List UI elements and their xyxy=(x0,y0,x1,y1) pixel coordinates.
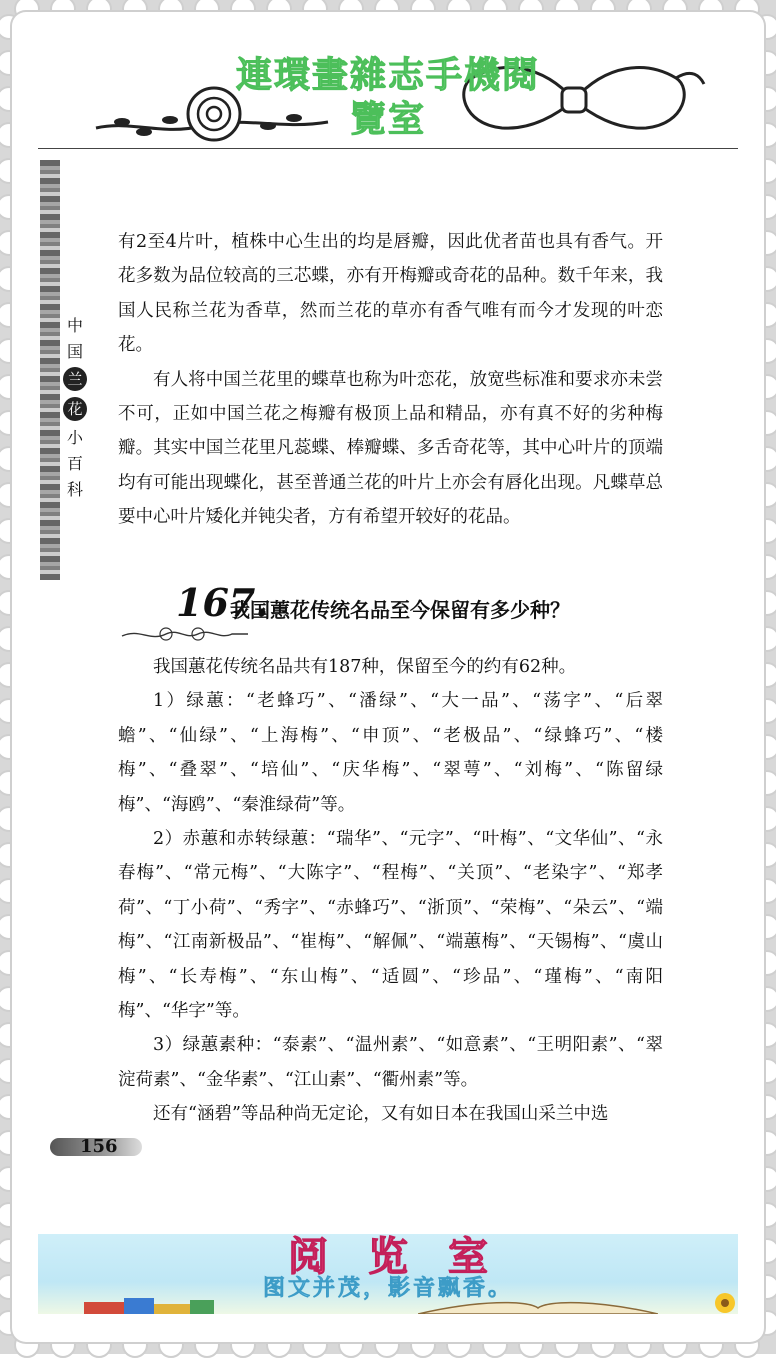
spine-char: 中 xyxy=(66,316,83,335)
book-spine xyxy=(34,160,84,580)
header-title-line1: 連環畫雜志手機閱 xyxy=(235,55,540,96)
paragraph: 有人将中国兰花里的蝶草也称为叶恋花，放宽些标准和要求亦未尝不可，正如中国兰花之梅瓣有极顶上品和精品，亦有真不好的劣种梅瓣。其实中国兰花里凡蕊蝶、棒瓣蝶、多舌奇花等，其中心叶片的顶端均有可能出现蝶化，甚至普通兰花的叶片上亦会有唇化出现。凡蝶草总要中心叶片矮化并钝尖者，方有希望开较好的花品。 xyxy=(118,369,663,528)
paragraph: 2）赤蕙和赤转绿蕙：“瑞华”、“元字”、“叶梅”、“文华仙”、“永春梅”、“常元梅”、“大陈字”、“程梅”、“关顶”、“老染字”、“郑孝荷”、“丁小荷”、“秀字”、“赤蜂巧”、“浙顶”、“荣梅”、“朵云”、“端梅”、“江南新极品”、“崔梅”、“解佩”、“端蕙梅”、“天锡梅”、“虞山梅”、“长寿梅”、“东山梅”、“适圆”、“珍品”、“瑾梅”、“南阳梅”、“华字”等。 xyxy=(118,829,663,1022)
spine-char-highlight: 兰 xyxy=(63,367,87,391)
paragraph: 还有“涵碧”等品种尚无定论，又有如日本在我国山采兰中选 xyxy=(153,1104,609,1125)
header-title xyxy=(38,54,738,142)
question-number: 167. xyxy=(176,580,269,625)
spine-texture xyxy=(40,160,60,580)
reading-room-banner xyxy=(38,1234,738,1314)
body-text-top xyxy=(118,225,663,535)
spine-char: 科 xyxy=(66,480,83,499)
answer-section xyxy=(118,650,663,1132)
spine-label xyxy=(58,315,92,505)
paragraph: 1）绿蕙：“老蜂巧”、“潘绿”、“大一品”、“荡字”、“后翠蟾”、“仙绿”、“上海梅”、“申顶”、“老极品”、“绿蜂巧”、“楼梅”、“叠翠”、“培仙”、“庆华梅”、“翠萼”、“刘梅”、“陈留绿梅”、“海鸥”、“秦淮绿荷”等。 xyxy=(118,691,663,815)
page-header xyxy=(38,40,738,148)
paragraph: 我国蕙花传统名品共有187种，保留至今的约有62种。 xyxy=(153,657,577,677)
header-divider xyxy=(38,148,738,149)
spine-char-highlight: 花 xyxy=(63,397,87,421)
books-icon xyxy=(84,1296,214,1314)
sunflower-icon xyxy=(714,1292,736,1314)
header-title-line2: 覽室 xyxy=(349,99,426,140)
question-title: 我国蕙花传统名品至今保留有多少种？ xyxy=(230,598,570,622)
paragraph: 有2至4片叶，植株中心生出的均是唇瓣，因此优者苗也具有香气。开花多数为品位较高的三芯蝶，亦有开梅瓣或奇花的品种。数千年来，我国人民称兰花为香草，然而兰花的草亦有香气唯有而今才发现的叶恋花。 xyxy=(118,232,663,356)
open-book-icon xyxy=(418,1298,658,1314)
spine-char: 百 xyxy=(66,454,83,473)
spine-char: 小 xyxy=(66,428,83,447)
spine-char: 国 xyxy=(66,342,83,361)
flourish-icon xyxy=(120,624,250,644)
question-heading xyxy=(176,580,696,634)
page-number xyxy=(50,1134,142,1160)
paragraph: 3）绿蕙素种：“泰素”、“温州素”、“如意素”、“王明阳素”、“翠淀荷素”、“金华素”、“江山素”、“衢州素”等。 xyxy=(118,1035,663,1090)
banner-subtitle: 图文并茂，影音飘香。 xyxy=(262,1276,513,1301)
page-number-text: 156 xyxy=(80,1136,118,1157)
banner-title: 阅览室 xyxy=(288,1234,528,1280)
